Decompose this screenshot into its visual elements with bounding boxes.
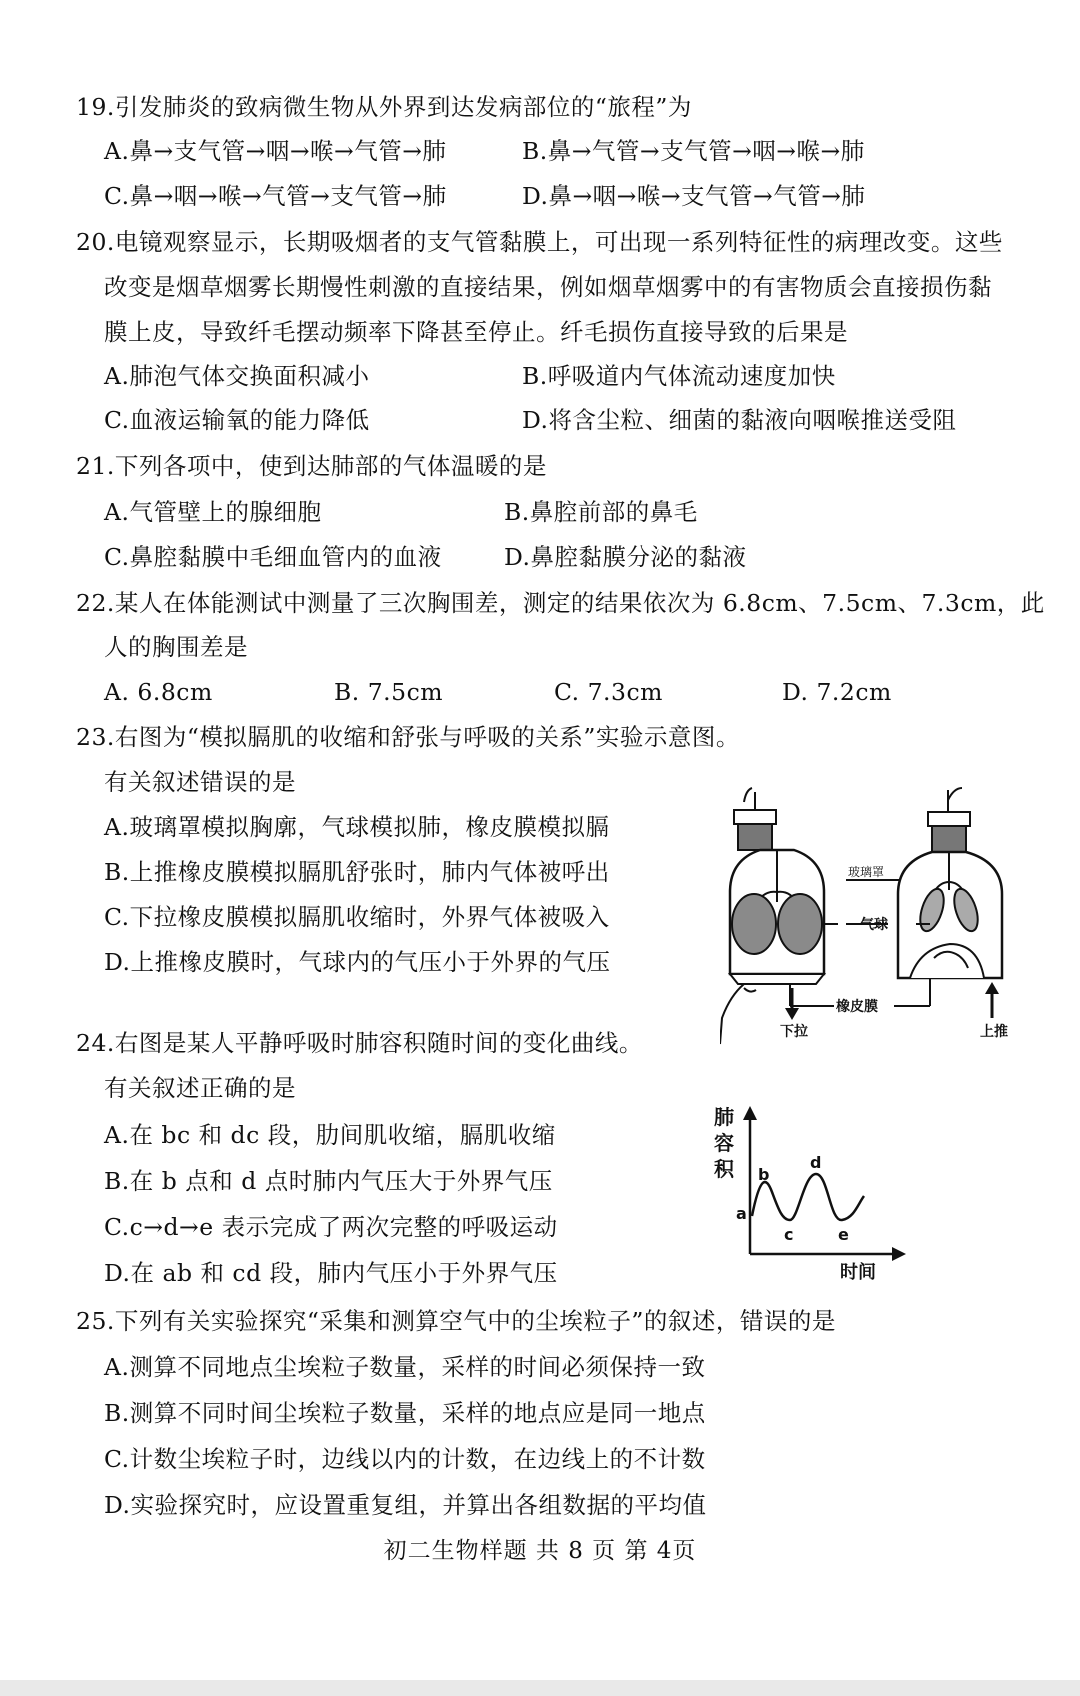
question-22-option-a: A. 6.8cm [104, 678, 213, 706]
y-axis-label-3: 积 [714, 1157, 734, 1181]
point-a-label: a [736, 1204, 747, 1223]
question-24-stem-line1: 24.右图是某人平静呼吸时肺容积随时间的变化曲线。 [76, 1029, 643, 1057]
question-19-option-a: A.鼻→支气管→咽→喉→气管→肺 [104, 137, 447, 165]
label-push-up: 上推 [980, 1024, 1008, 1040]
question-22-option-d: D. 7.2cm [782, 678, 892, 706]
label-balloon: 气球 [860, 917, 888, 933]
question-22-option-b: B. 7.5cm [334, 678, 444, 706]
label-pull-down: 下拉 [780, 1024, 808, 1040]
question-21-option-b: B.鼻腔前部的鼻毛 [504, 498, 698, 526]
x-axis-arrow [892, 1247, 906, 1261]
question-20-option-b: B.呼吸道内气体流动速度加快 [522, 362, 836, 390]
question-21-option-a: A.气管壁上的腺细胞 [104, 498, 322, 526]
question-24-option-d: D.在 ab 和 cd 段，肺内气压小于外界气压 [104, 1259, 558, 1287]
question-23-stem-line1: 23.右图为“模拟膈肌的收缩和舒张与呼吸的关系”实验示意图。 [76, 723, 740, 751]
question-25-option-d: D.实验探究时，应设置重复组，并算出各组数据的平均值 [104, 1491, 707, 1519]
point-b-label: b [758, 1165, 770, 1184]
y-axis-label-1: 肺 [714, 1105, 734, 1129]
question-23-option-d: D.上推橡皮膜时，气球内的气压小于外界的气压 [104, 948, 611, 976]
question-24-option-c: C.c→d→e 表示完成了两次完整的呼吸运动 [104, 1213, 558, 1241]
question-22-stem-line2: 人的胸围差是 [104, 633, 248, 661]
question-23-option-b: B.上推橡皮膜模拟膈肌舒张时，肺内气体被呼出 [104, 858, 610, 886]
question-25-option-b: B.测算不同时间尘埃粒子数量，采样的地点应是同一地点 [104, 1399, 706, 1427]
question-24-stem-line2: 有关叙述正确的是 [104, 1074, 296, 1102]
question-20-option-a: A.肺泡气体交换面积减小 [104, 362, 370, 390]
question-21-option-d: D.鼻腔黏膜分泌的黏液 [504, 543, 747, 571]
question-25-stem: 25.下列有关实验探究“采集和测算空气中的尘埃粒子”的叙述，错误的是 [76, 1307, 836, 1335]
right-bell-jar [898, 788, 1002, 1018]
question-23-option-a: A.玻璃罩模拟胸廓，气球模拟肺，橡皮膜模拟膈 [104, 813, 610, 841]
page-footer: 初二生物样题 共 8 页 第 4页 [383, 1538, 697, 1564]
question-20-option-d: D.将含尘粒、细菌的黏液向咽喉推送受阻 [522, 406, 957, 434]
question-25-option-a: A.测算不同地点尘埃粒子数量，采样的时间必须保持一致 [104, 1353, 706, 1381]
question-22-option-c: C. 7.3cm [554, 678, 663, 706]
question-23-stem-line2: 有关叙述错误的是 [104, 768, 296, 796]
question-21-option-c: C.鼻腔黏膜中毛细血管内的血液 [104, 543, 442, 571]
question-19-stem: 19.引发肺炎的致病微生物从外界到达发病部位的“旅程”为 [76, 93, 692, 121]
y-axis-arrow [743, 1106, 757, 1120]
bell-jar-diagram [720, 782, 1020, 1054]
question-19-option-d: D.鼻→咽→喉→支气管→气管→肺 [522, 182, 866, 210]
label-glass-jar: 玻璃罩 [848, 865, 885, 879]
question-20-option-c: C.血液运输氧的能力降低 [104, 406, 370, 434]
point-e-label: e [838, 1225, 849, 1244]
question-25-option-c: C.计数尘埃粒子时，边线以内的计数，在边线上的不计数 [104, 1445, 706, 1473]
question-19-option-c: C.鼻→咽→喉→气管→支气管→肺 [104, 182, 447, 210]
point-d-label: d [810, 1153, 822, 1172]
question-21-stem: 21.下列各项中，使到达肺部的气体温暖的是 [76, 452, 547, 480]
point-c-label: c [784, 1225, 794, 1244]
lung-volume-curve [712, 1104, 912, 1280]
x-axis-label: 时间 [840, 1262, 876, 1280]
question-24-option-a: A.在 bc 和 dc 段，肋间肌收缩，膈肌收缩 [104, 1121, 556, 1149]
question-20-stem-line1: 20.电镜观察显示，长期吸烟者的支气管黏膜上，可出现一系列特征性的病理改变。这些 [76, 228, 1003, 256]
question-22-stem-line1: 22.某人在体能测试中测量了三次胸围差，测定的结果依次为 6.8cm、7.5cm、7.3cm，此 [76, 589, 1045, 617]
question-23-option-c: C.下拉橡皮膜模拟膈肌收缩时，外界气体被吸入 [104, 903, 610, 931]
label-rubber-membrane: 橡皮膜 [836, 999, 878, 1015]
y-axis-label-2: 容 [714, 1131, 734, 1155]
question-20-stem-line2: 改变是烟草烟雾长期慢性刺激的直接结果，例如烟草烟雾中的有害物质会直接损伤黏 [104, 273, 992, 301]
question-20-stem-line3: 膜上皮，导致纤毛摆动频率下降甚至停止。纤毛损伤直接导致的后果是 [104, 318, 848, 346]
question-19-option-b: B.鼻→气管→支气管→咽→喉→肺 [522, 137, 865, 165]
scan-edge [0, 1680, 1080, 1696]
question-24-option-b: B.在 b 点和 d 点时肺内气压大于外界气压 [104, 1167, 553, 1195]
